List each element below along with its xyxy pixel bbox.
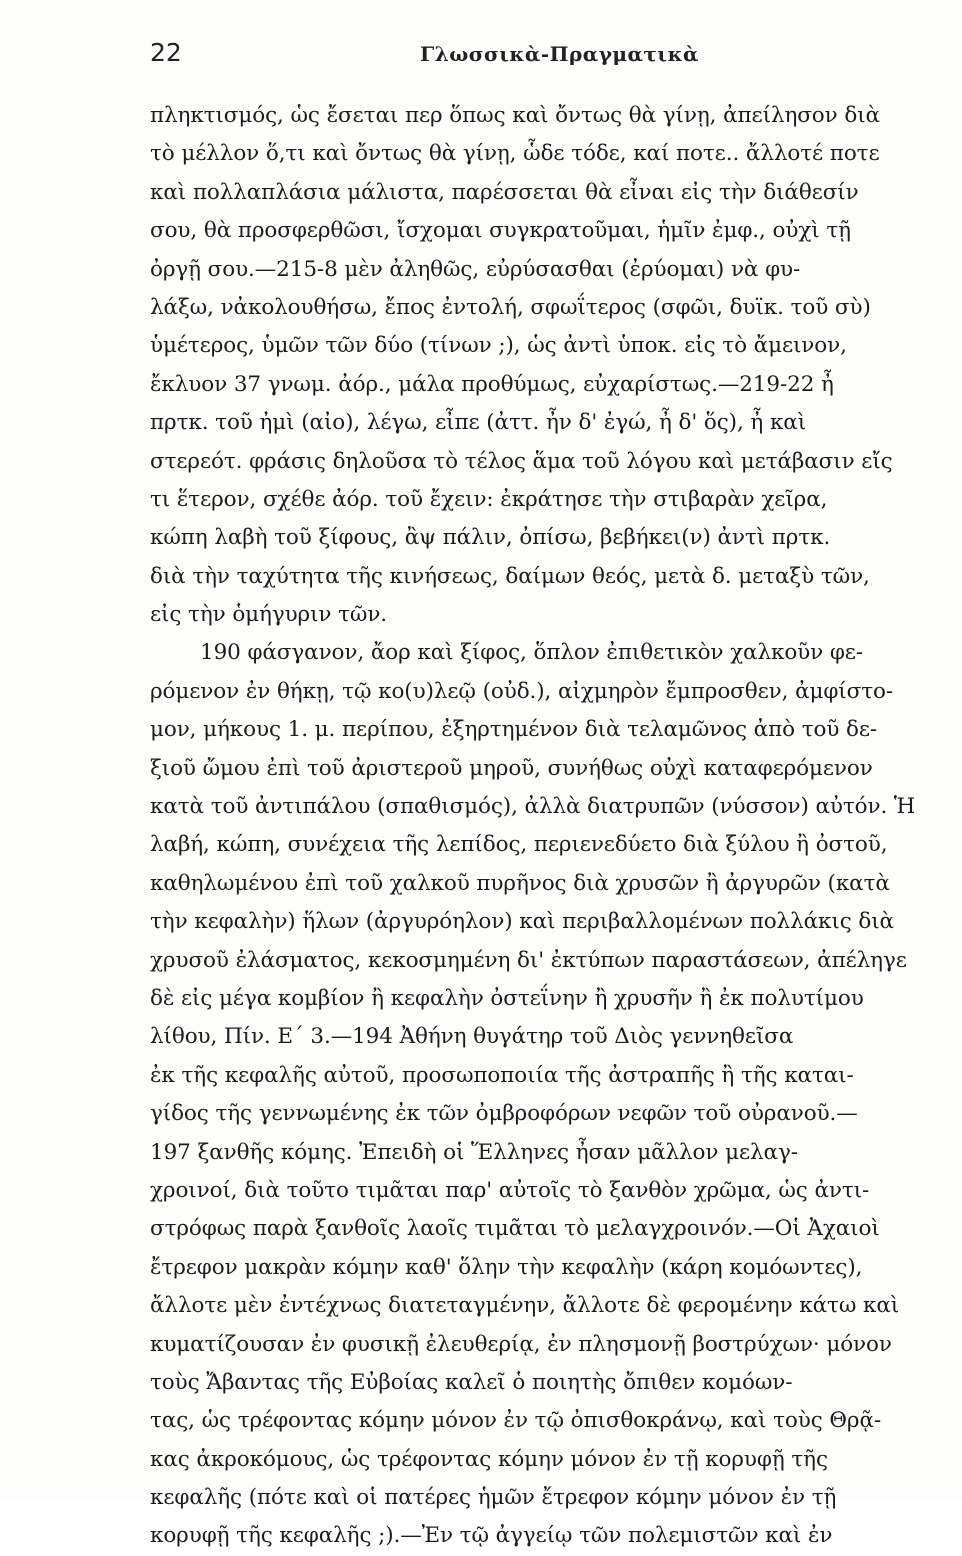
text-line: ὀργῇ σου.—215-8 μὲν ἀληθῶς, εὐρύσασθαι (ἐρύομαι) νὰ φυ- [150,256,801,282]
text-line: πληκτισμός, ὡς ἔσεται περ ὅπως καὶ ὄντως θὰ γίνῃ, ἀπείλησον διὰ [150,103,880,128]
text-line: ἔτρεφον μακρὰν κόμην καθ' ὅλην τὴν κεφαλὴν (κάρη κομόωντες), [150,1254,863,1280]
text-line: ἔκλυον 37 γνωμ. ἀόρ., μάλα προθύμως, εὐχαρίστως.—219-22 ἦ [150,371,834,397]
text-line: ὑμέτερος, ὑμῶν τῶν δύο (τίνων ;), ὡς ἀντὶ ὑποκ. εἰς τὸ ἄμεινον, [150,333,847,359]
text-line: λάξω, νἀκολουθήσω, ἔπος ἐντολή, σφωΐτερος (σφῶι, δυϊκ. τοῦ σὺ) [150,294,871,320]
text-line: τι ἕτερον, σχέθε ἀόρ. τοῦ ἔχειν: ἐκράτησε τὴν στιβαρὰν χεῖρα, [150,486,828,512]
text-line: κυματίζουσαν ἐν φυσικῇ ἐλευθερίᾳ, ἐν πλησμονῇ βοστρύχων· μόνον [150,1331,892,1357]
text-line: διὰ τὴν ταχύτητα τῆς κινήσεως, δαίμων θεός, μετὰ δ. μεταξὺ τῶν, [150,563,870,589]
text-line: δὲ εἰς μέγα κομβίον ἢ κεφαλὴν ὀστεΐνην ἢ χρυσῆν ἢ ἐκ πολυτίμου [150,985,864,1011]
text-line: πρτκ. τοῦ ἠμὶ (αἰο), λέγω, εἶπε (ἀττ. ἦν δ' ἐγώ, ἦ δ' ὅς), ἦ καὶ [150,410,807,436]
text-line: λαβή, κώπη, συνέχεια τῆς λεπίδος, περιενεδύετο διὰ ξύλου ἢ ὀστοῦ, [150,832,888,858]
text-line: χροινοί, διὰ τοῦτο τιμᾶται παρ' αὐτοῖς τὸ ξανθὸν χρῶμα, ὡς ἀντι- [150,1177,870,1203]
running-head: Γλωσσικὰ-Πραγματικὰ [420,42,699,66]
text-line: κατὰ τοῦ ἀντιπάλου (σπαθισμός), ἀλλὰ διατρυπῶν (νύσσον) αὐτόν. Ἡ [150,794,916,820]
text-line: κεφαλῆς (πότε καὶ οἱ πατέρες ἡμῶν ἔτρεφον κόμην μόνον ἐν τῇ [150,1485,837,1511]
text-line: γίδος τῆς γεννωμένης ἐκ τῶν ὀμβροφόρων νεφῶν τοῦ οὐρανοῦ.— [150,1101,858,1127]
text-line: στρόφως παρὰ ξανθοῖς λαοῖς τιμᾶται τὸ μελαγχροινόν.—Οἱ Ἀχαιοὶ [150,1216,880,1242]
text-line: χρυσοῦ ἐλάσματος, κεκοσμημένη δι' ἐκτύπων παραστάσεων, ἀπέληγε [150,947,907,973]
page-header [150,38,930,78]
text-line: κώπη λαβὴ τοῦ ξίφους, ἂψ πάλιν, ὀπίσω, βεβήκει(ν) ἀντὶ πρτκ. [150,525,831,551]
text-line: σου, θὰ προσφερθῶσι, ἴσχομαι συγκρατοῦμαι, ἡμῖν ἐμφ., οὐχὶ τῇ [150,218,851,244]
page-number: 22 [150,38,182,67]
text-line: λίθου, Πίν. Ε΄ 3.—194 Ἀθήνη θυγάτηρ τοῦ Διὸς γεννηθεῖσα [150,1024,794,1050]
text-line: καθηλωμένου ἐπὶ τοῦ χαλκοῦ πυρῆνος διὰ χρυσῶν ἢ ἀργυρῶν (κατὰ [150,870,890,896]
text-line: ξιοῦ ὤμου ἐπὶ τοῦ ἀριστεροῦ μηροῦ, συνήθως οὐχὶ καταφερόμενον [150,755,873,781]
text-line: 190 φάσγανον, ἄορ καὶ ξίφος, ὅπλον ἐπιθετικὸν χαλκοῦν φε- [200,640,864,666]
text-line: τας, ὡς τρέφοντας κόμην μόνον ἐν τῷ ὀπισθοκράνῳ, καὶ τοὺς Θρᾷ- [150,1408,882,1434]
text-line: ἄλλοτε μὲν ἐντέχνως διατεταγμένην, ἄλλοτε δὲ φερομένην κάτω καὶ [150,1293,900,1319]
text-line: μον, μήκους 1. μ. περίπου, ἐξηρτημένον διὰ τελαμῶνος ἀπὸ τοῦ δε- [150,717,878,743]
text-line: καὶ πολλαπλάσια μάλιστα, παρέσσεται θὰ εἶναι εἰς τὴν διάθεσίν [150,179,859,205]
text-line: 197 ξανθῆς κόμης. Ἐπειδὴ οἱ Ἕλληνες ἦσαν μᾶλλον μελαγ- [150,1139,798,1165]
text-line: κορυφῇ τῆς κεφαλῆς ;).—Ἐν τῷ ἀγγείῳ τῶν πολεμιστῶν καὶ ἐν [150,1523,833,1549]
text-line: ἐκ τῆς κεφαλῆς αὐτοῦ, προσωποποιία τῆς ἀστραπῆς ἢ τῆς καται- [150,1062,854,1088]
text-line: τοὺς Ἄβαντας τῆς Εὐβοίας καλεῖ ὁ ποιητὴς ὄπιθεν κομόων- [150,1369,793,1395]
text-line: κας ἀκροκόμους, ὡς τρέφοντας κόμην μόνον ἐν τῇ κορυφῇ τῆς [150,1446,828,1472]
body-text [150,97,938,1556]
text-line: εἰς τὴν ὁμήγυριν τῶν. [150,602,388,628]
text-line: τὴν κεφαλὴν) ἥλων (ἀργυρόηλον) καὶ περιβαλλομένων πολλάκις διὰ [150,909,894,935]
text-line: στερεότ. φράσις δηλοῦσα τὸ τέλος ἅμα τοῦ λόγου καὶ μετάβασιν εἴς [150,448,893,474]
text-line: ρόμενον ἐν θήκῃ, τῷ κο(υ)λεῷ (οὐδ.), αἰχμηρὸν ἔμπροσθεν, ἀμφίστο- [150,678,894,704]
text-line: τὸ μέλλον ὅ,τι καὶ ὄντως θὰ γίνῃ, ὧδε τόδε, καί ποτε.. ἄλλοτέ ποτε [150,141,880,167]
